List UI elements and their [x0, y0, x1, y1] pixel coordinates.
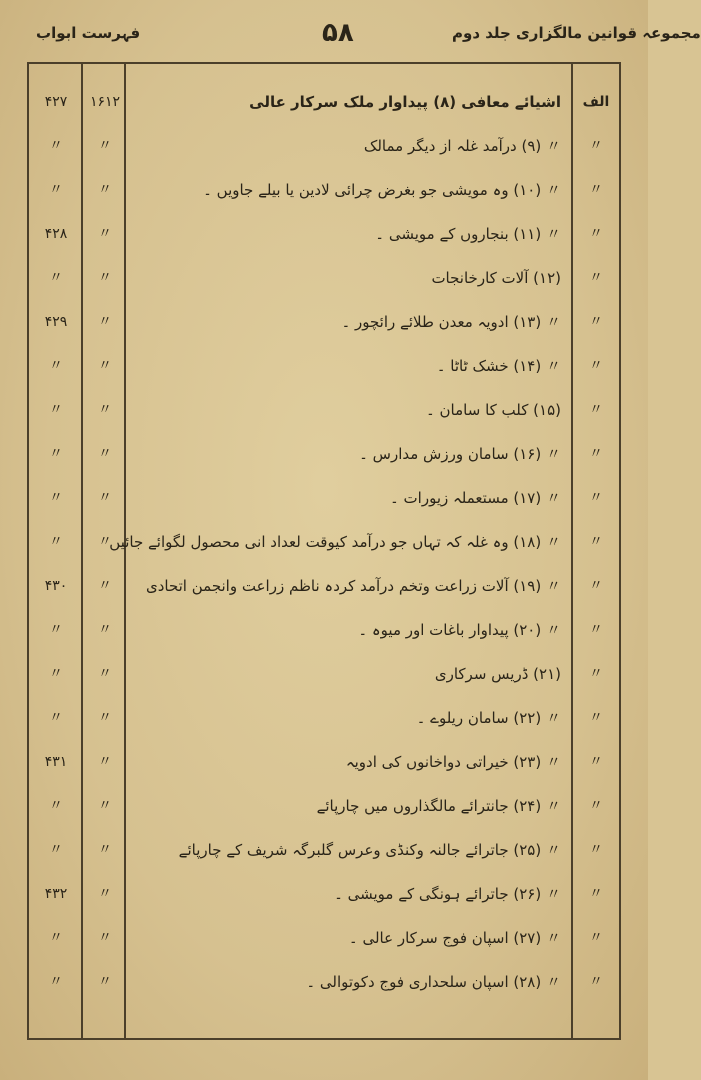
- entry-text: 〃 (۱۷) مستعملہ زیورات ۔: [389, 489, 561, 507]
- page-ref: 〃: [49, 490, 63, 506]
- table-row: [27, 652, 621, 696]
- table-row: [27, 168, 621, 212]
- entry-text: 〃 (۲۷) اسپان فوج سرکار عالی ۔: [348, 929, 561, 947]
- section-mark: 〃: [589, 886, 603, 902]
- page-ref: 〃: [49, 798, 63, 814]
- year-ref: ۱۶۱۲: [89, 94, 121, 110]
- year-ref: 〃: [98, 182, 112, 198]
- year-ref: 〃: [98, 974, 112, 990]
- page-ref: 〃: [49, 842, 63, 858]
- page-ref: 〃: [49, 358, 63, 374]
- entry-text: (۱۵) کلب کا سامان ۔: [425, 401, 561, 419]
- table-row: [27, 960, 621, 1004]
- page-header: [0, 18, 701, 58]
- year-ref: 〃: [98, 534, 112, 550]
- year-ref: 〃: [98, 842, 112, 858]
- page-ref: ۴۲۸: [44, 226, 68, 242]
- page-ref: 〃: [49, 710, 63, 726]
- table-row: [27, 476, 621, 520]
- section-mark: 〃: [589, 930, 603, 946]
- table-row: [27, 872, 621, 916]
- page-ref: 〃: [49, 402, 63, 418]
- year-ref: 〃: [98, 666, 112, 682]
- section-mark: 〃: [589, 974, 603, 990]
- entry-text: 〃 (۲۰) پیداوار باغات اور میوہ ۔: [358, 621, 561, 639]
- entry-text: 〃 (۱۶) سامان ورزش مدارس ۔: [359, 445, 561, 463]
- entry-text: 〃 (۱۳) ادویہ معدن طلائے رائچور ۔: [341, 313, 561, 331]
- entry-text: 〃 (۲۴) جانترائے مالگذاروں میں چارپائے: [316, 797, 561, 815]
- section-mark: 〃: [589, 710, 603, 726]
- section-mark: 〃: [589, 226, 603, 242]
- entry-text: 〃 (۲۲) سامان ریلوے ۔: [416, 709, 561, 727]
- year-ref: 〃: [98, 490, 112, 506]
- entry-text: 〃 (۱۱) بنجاروں کے مویشی ۔: [375, 225, 561, 243]
- year-ref: 〃: [98, 270, 112, 286]
- year-ref: 〃: [98, 886, 112, 902]
- table-row: [27, 256, 621, 300]
- table-row: [27, 124, 621, 168]
- year-ref: 〃: [98, 710, 112, 726]
- section-mark: 〃: [589, 798, 603, 814]
- section-mark: 〃: [589, 622, 603, 638]
- table-row: [27, 520, 621, 564]
- section-mark: 〃: [589, 314, 603, 330]
- chapter-index-title: فہرست ابواب: [36, 24, 141, 42]
- table-row: [27, 344, 621, 388]
- table-row: [27, 388, 621, 432]
- entry-text: 〃 (۱۴) خشک ٹاٹا ۔: [436, 357, 561, 375]
- section-mark: الف: [582, 94, 610, 110]
- page-ref: ۴۲۷: [44, 94, 68, 110]
- section-mark: 〃: [589, 534, 603, 550]
- year-ref: 〃: [98, 578, 112, 594]
- book-title: مجموعہ قوانین مالگزاری جلد دوم: [452, 24, 701, 42]
- page-ref: ۴۳۱: [44, 754, 68, 770]
- table-row: [27, 300, 621, 344]
- year-ref: 〃: [98, 402, 112, 418]
- section-mark: 〃: [589, 666, 603, 682]
- year-ref: 〃: [98, 622, 112, 638]
- table-row: [27, 696, 621, 740]
- section-mark: 〃: [589, 270, 603, 286]
- entry-text: اشیائے معافی (۸) پیداوار ملک سرکار عالی: [249, 93, 561, 111]
- entry-text: 〃 (۱۹) آلات زراعت وتخم درآمد کردہ ناظم زراعت وانجمن اتحادی: [145, 577, 561, 595]
- year-ref: 〃: [98, 226, 112, 242]
- year-ref: 〃: [98, 138, 112, 154]
- section-mark: 〃: [589, 578, 603, 594]
- year-ref: 〃: [98, 358, 112, 374]
- table-row: [27, 212, 621, 256]
- page-ref: 〃: [49, 622, 63, 638]
- page-ref: 〃: [49, 270, 63, 286]
- page-ref: 〃: [49, 138, 63, 154]
- page-number: ۵۸: [322, 18, 354, 48]
- table-row: [27, 740, 621, 784]
- page-ref: 〃: [49, 666, 63, 682]
- entry-text: (۲۱) ڈریس سرکاری: [434, 665, 561, 683]
- year-ref: 〃: [98, 798, 112, 814]
- entry-text: 〃 (۲۵) جاترائے جالنہ وکنڈی وعرس گلبرگہ شریف کے چارپائے: [178, 841, 561, 859]
- section-mark: 〃: [589, 358, 603, 374]
- page-ref: 〃: [49, 182, 63, 198]
- page-ref: 〃: [49, 974, 63, 990]
- table-row: [27, 80, 621, 124]
- page-ref: ۴۳۰: [44, 578, 68, 594]
- table-row: [27, 608, 621, 652]
- table-row: [27, 784, 621, 828]
- section-mark: 〃: [589, 490, 603, 506]
- page-ref: ۴۲۹: [44, 314, 68, 330]
- entry-text: (۱۲) آلات کارخانجات: [431, 269, 561, 287]
- section-mark: 〃: [589, 754, 603, 770]
- year-ref: 〃: [98, 930, 112, 946]
- page-ref: 〃: [49, 534, 63, 550]
- page-ref: 〃: [49, 930, 63, 946]
- entry-text: 〃 (۱۰) وہ مویشی جو بغرض چرائی لادین یا بیلے جاویں ۔: [203, 181, 561, 199]
- table-row: [27, 564, 621, 608]
- entry-text: 〃 (۹) درآمد غلہ از دیگر ممالک: [363, 137, 561, 155]
- year-ref: 〃: [98, 314, 112, 330]
- section-mark: 〃: [589, 182, 603, 198]
- table-row: [27, 432, 621, 476]
- year-ref: 〃: [98, 446, 112, 462]
- year-ref: 〃: [98, 754, 112, 770]
- entry-text: 〃 (۲۳) خیراتی دواخانوں کی ادویہ: [345, 753, 561, 771]
- section-mark: 〃: [589, 138, 603, 154]
- entry-text: 〃 (۲۶) جاترائے ہونگی کے مویشی ۔: [334, 885, 561, 903]
- entry-text: 〃 (۱۸) وہ غلہ کہ تہاں جو درآمد کیوقت لعداد انی محصول لگوائے جائیں: [109, 533, 561, 551]
- entry-text: 〃 (۲۸) اسپان سلحداری فوج دکوتوالی ۔: [306, 973, 561, 991]
- section-mark: 〃: [589, 446, 603, 462]
- page-ref: ۴۳۲: [44, 886, 68, 902]
- page-ref: 〃: [49, 446, 63, 462]
- table-row: [27, 916, 621, 960]
- table-row: [27, 828, 621, 872]
- section-mark: 〃: [589, 842, 603, 858]
- section-mark: 〃: [589, 402, 603, 418]
